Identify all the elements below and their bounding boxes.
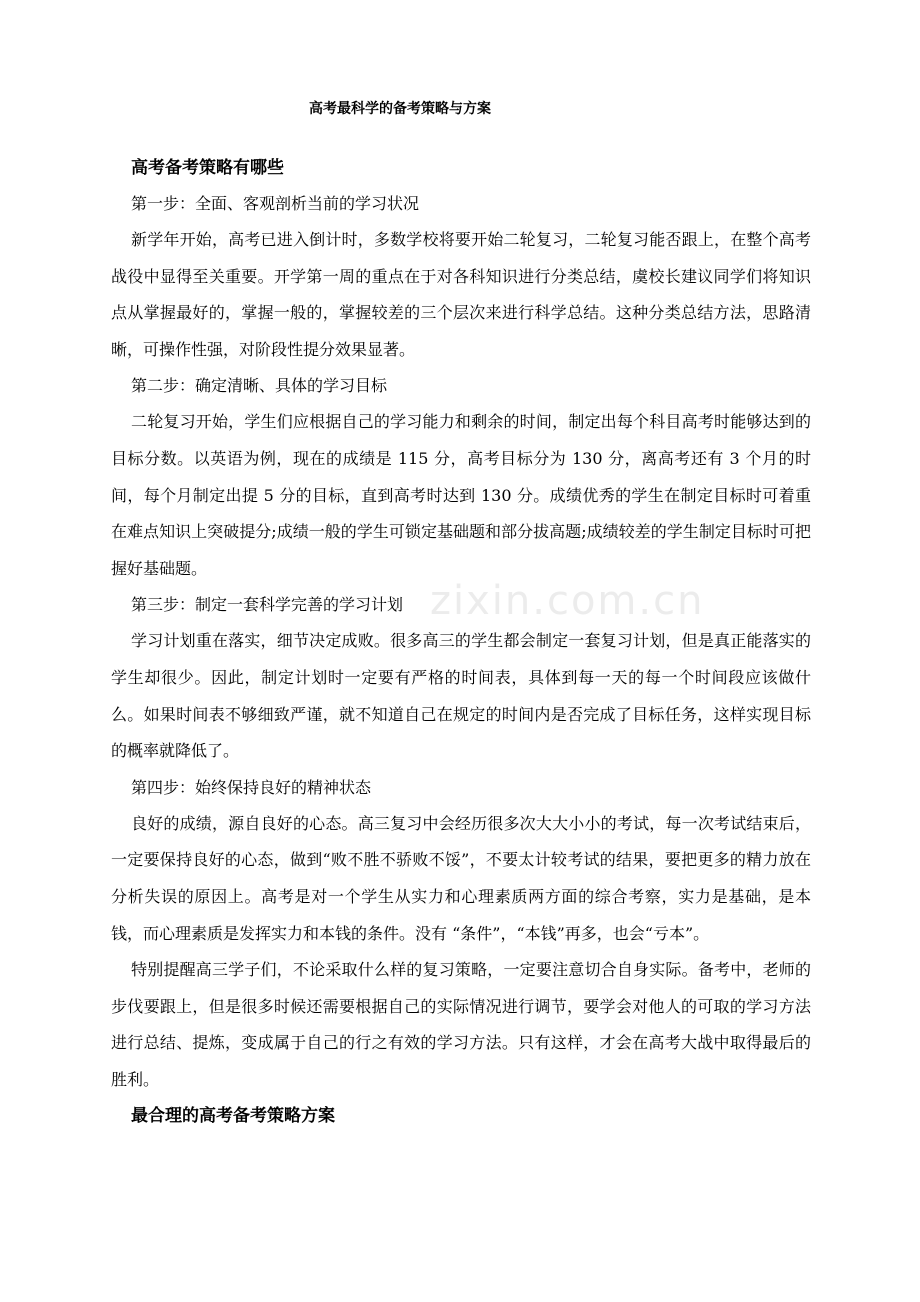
paragraph: 特别提醒高三学子们，不论采取什么样的复习策略，一定要注意切合自身实际。备考中，老师的步伐要跟上，但是很多时候还需要根据自己的实际情况进行调节，要学会对他人的可取的学习方法进行总结、提炼，变成属于自己的行之有效的学习方法。只有这样，才会在高考大战中取得最后的胜利。 bbox=[111, 960, 811, 1089]
document-title: 高考最科学的备考策略与方案 bbox=[309, 101, 491, 117]
section-heading: 高考备考策略有哪些 bbox=[131, 158, 284, 178]
paragraph: 二轮复习开始，学生们应根据自己的学习能力和剩余的时间，制定出每个科目高考时能够达到的目标分数。以英语为例，现在的成绩是 115 分，高考目标分为 130 分，离高考还有 3 个月的时间，每个月制定出提 5 分的目标，直到高考时达到 130 分。成绩优秀的学生在制定目标时可着重在难点知识上突破提分;成绩一般的学生可锁定基础题和部分拔高题;成绩较差的学生制定目标时可把握好基础题。 bbox=[111, 412, 811, 578]
paragraph: 新学年开始，高考已进入倒计时，多数学校将要开始二轮复习，二轮复习能否跟上，在整个高考战役中显得至关重要。开学第一周的重点在于对各科知识进行分类总结，虞校长建议同学们将知识点从掌握最好的，掌握一般的，掌握较差的三个层次来进行科学总结。这种分类总结方法，思路清晰，可操作性强，对阶段性提分效果显著。 bbox=[111, 230, 811, 359]
step-heading: 第三步：制定一套科学完善的学习计划 bbox=[131, 595, 404, 615]
section-heading: 最合理的高考备考策略方案 bbox=[131, 1106, 335, 1127]
step-heading: 第四步：始终保持良好的精神状态 bbox=[131, 777, 372, 797]
paragraph: 学习计划重在落实，细节决定成败。很多高三的学生都会制定一套复习计划，但是真正能落实的学生却很少。因此，制定计划时一定要有严格的时间表，具体到每一天的每一个时间段应该做什么。如果时间表不够细致严谨，就不知道自己在规定的时间内是否完成了目标任务，这样实现目标的概率就降低了。 bbox=[111, 631, 811, 761]
paragraph: 良好的成绩，源自良好的心态。高三复习中会经历很多次大大小小的考试，每一次考试结束后，一定要保持良好的心态，做到“败不胜不骄败不馁”，不要太计较考试的结果，要把更多的精力放在分析失误的原因上。高考是对一个学生从实力和心理素质两方面的综合考察，实力是基础，是本钱，而心理素质是发挥实力和本钱的条件。没有 “条件”，“本钱”再多，也会“亏本”。 bbox=[111, 813, 811, 943]
watermark: zixin.com.cn bbox=[430, 578, 705, 624]
step-heading: 第一步：全面、客观剖析当前的学习状况 bbox=[131, 194, 420, 213]
document-body bbox=[111, 150, 811, 1134]
step-heading: 第二步：确定清晰、具体的学习目标 bbox=[131, 376, 388, 396]
